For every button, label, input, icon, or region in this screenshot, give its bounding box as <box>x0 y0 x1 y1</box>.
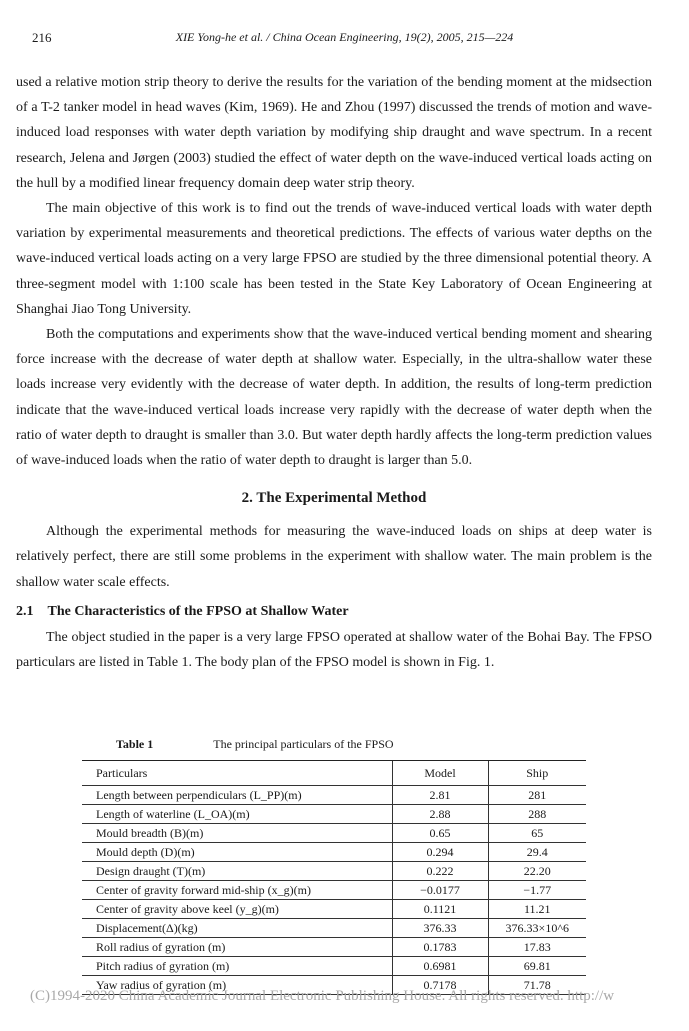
section-heading: 2. The Experimental Method <box>241 490 427 507</box>
table-label: Table 1 <box>116 737 154 751</box>
ship-value: 71.78 <box>488 976 586 995</box>
model-value: 0.7178 <box>392 976 488 995</box>
particular-name: Length between perpendiculars (L_PP)(m) <box>82 786 392 805</box>
ship-value: 29.4 <box>488 843 586 862</box>
particulars-table <box>82 760 586 995</box>
article-body <box>16 70 652 675</box>
model-value: 2.81 <box>392 786 488 805</box>
column-header: Model <box>392 761 488 786</box>
ship-value: −1.77 <box>488 881 586 900</box>
particular-name: Roll radius of gyration (m) <box>82 938 392 957</box>
subsection-title: The Characteristics of the FPSO at Shallow Water <box>47 603 349 619</box>
particular-name: Center of gravity above keel (y_g)(m) <box>82 900 392 919</box>
table-row <box>82 824 586 843</box>
table-caption <box>116 737 394 752</box>
copyright-watermark: (C)1994-2020 China Academic Journal Electronic Publishing House. All rights reserved. http://w <box>30 988 615 1004</box>
table-row <box>82 786 586 805</box>
model-value: 2.88 <box>392 805 488 824</box>
model-value: 0.1121 <box>392 900 488 919</box>
table-row <box>82 938 586 957</box>
page-number: 216 <box>32 30 52 45</box>
particular-name: Design draught (T)(m) <box>82 862 392 881</box>
subsection-number: 2.1 <box>16 603 34 619</box>
column-header: Particulars <box>82 761 392 786</box>
ship-value: 376.33×10^6 <box>488 919 586 938</box>
ship-value: 288 <box>488 805 586 824</box>
model-value: −0.0177 <box>392 881 488 900</box>
particular-name: Length of waterline (L_OA)(m) <box>82 805 392 824</box>
running-head: XIE Yong-he et al. / China Ocean Engineering, 19(2), 2005, 215—224 <box>175 30 514 44</box>
ship-value: 281 <box>488 786 586 805</box>
ship-value: 65 <box>488 824 586 843</box>
ship-value: 69.81 <box>488 957 586 976</box>
model-value: 0.1783 <box>392 938 488 957</box>
particular-name: Center of gravity forward mid-ship (x_g)(m) <box>82 881 392 900</box>
body-paragraph: The main objective of this work is to find out the trends of wave-induced vertical loads with water depth variation by experimental measurements and theoretical predictions. The effects of various water depths on the wave-induced vertical loads acting on a very large FPSO are studied by the three dimensional potential theory. A three-segment model with 1:100 scale has been tested in the State Key Laboratory of Ocean Engineering at Shanghai Jiao Tong University. <box>16 201 652 317</box>
model-value: 376.33 <box>392 919 488 938</box>
column-header: Ship <box>488 761 586 786</box>
ship-value: 17.83 <box>488 938 586 957</box>
subsection-heading <box>16 601 652 623</box>
body-paragraph: Although the experimental methods for measuring the wave-induced loads on ships at deep water is relatively perfect, there are still some problems in the experiment with shallow water. The main problem is the shallow water scale effects. <box>16 524 652 590</box>
table-row <box>82 919 586 938</box>
table-row <box>82 805 586 824</box>
model-value: 0.6981 <box>392 957 488 976</box>
table-row <box>82 862 586 881</box>
table-row <box>82 843 586 862</box>
table-row <box>82 900 586 919</box>
body-paragraph: The object studied in the paper is a very large FPSO operated at shallow water of the Bohai Bay. The FPSO particulars are listed in Table 1. The body plan of the FPSO model is shown in Fig. 1. <box>16 629 652 671</box>
body-paragraph: used a relative motion strip theory to derive the results for the variation of the bending moment at the midsection of a T-2 tanker model in head waves (Kim, 1969). He and Zhou (1997) discussed the trends of motion and wave-induced load responses with water depth variation by modifying ship draught and wave spectrum. In a recent research, Jelena and Jørgen (2003) studied the effect of water depth on the wave-induced vertical loads acting on the hull by a modified linear frequency domain deep water strip theory. <box>16 75 652 191</box>
body-paragraph: Both the computations and experiments show that the wave-induced vertical bending moment and shearing force increase with the decrease of water depth at shallow water. Especially, in the ultra-shallow water these loads increase very evidently with the decrease of water depth. In addition, the results of long-term prediction indicate that the wave-induced vertical loads increase very rapidly with the decrease of water depth when the ratio of water depth to draught is smaller than 3.0. But water depth hardly affects the long-term prediction values of wave-induced loads when the ratio of water depth to draught is larger than 5.0. <box>16 327 652 469</box>
ship-value: 11.21 <box>488 900 586 919</box>
ship-value: 22.20 <box>488 862 586 881</box>
page-header <box>32 30 657 50</box>
model-value: 0.294 <box>392 843 488 862</box>
model-value: 0.222 <box>392 862 488 881</box>
table-caption-text: The principal particulars of the FPSO <box>213 737 394 751</box>
particular-name: Yaw radius of gyration (m) <box>82 976 392 995</box>
table-row <box>82 957 586 976</box>
particular-name: Mould breadth (B)(m) <box>82 824 392 843</box>
model-value: 0.65 <box>392 824 488 843</box>
table-row <box>82 881 586 900</box>
table-header-row <box>82 761 586 786</box>
particular-name: Mould depth (D)(m) <box>82 843 392 862</box>
particular-name: Displacement(Δ)(kg) <box>82 919 392 938</box>
particular-name: Pitch radius of gyration (m) <box>82 957 392 976</box>
